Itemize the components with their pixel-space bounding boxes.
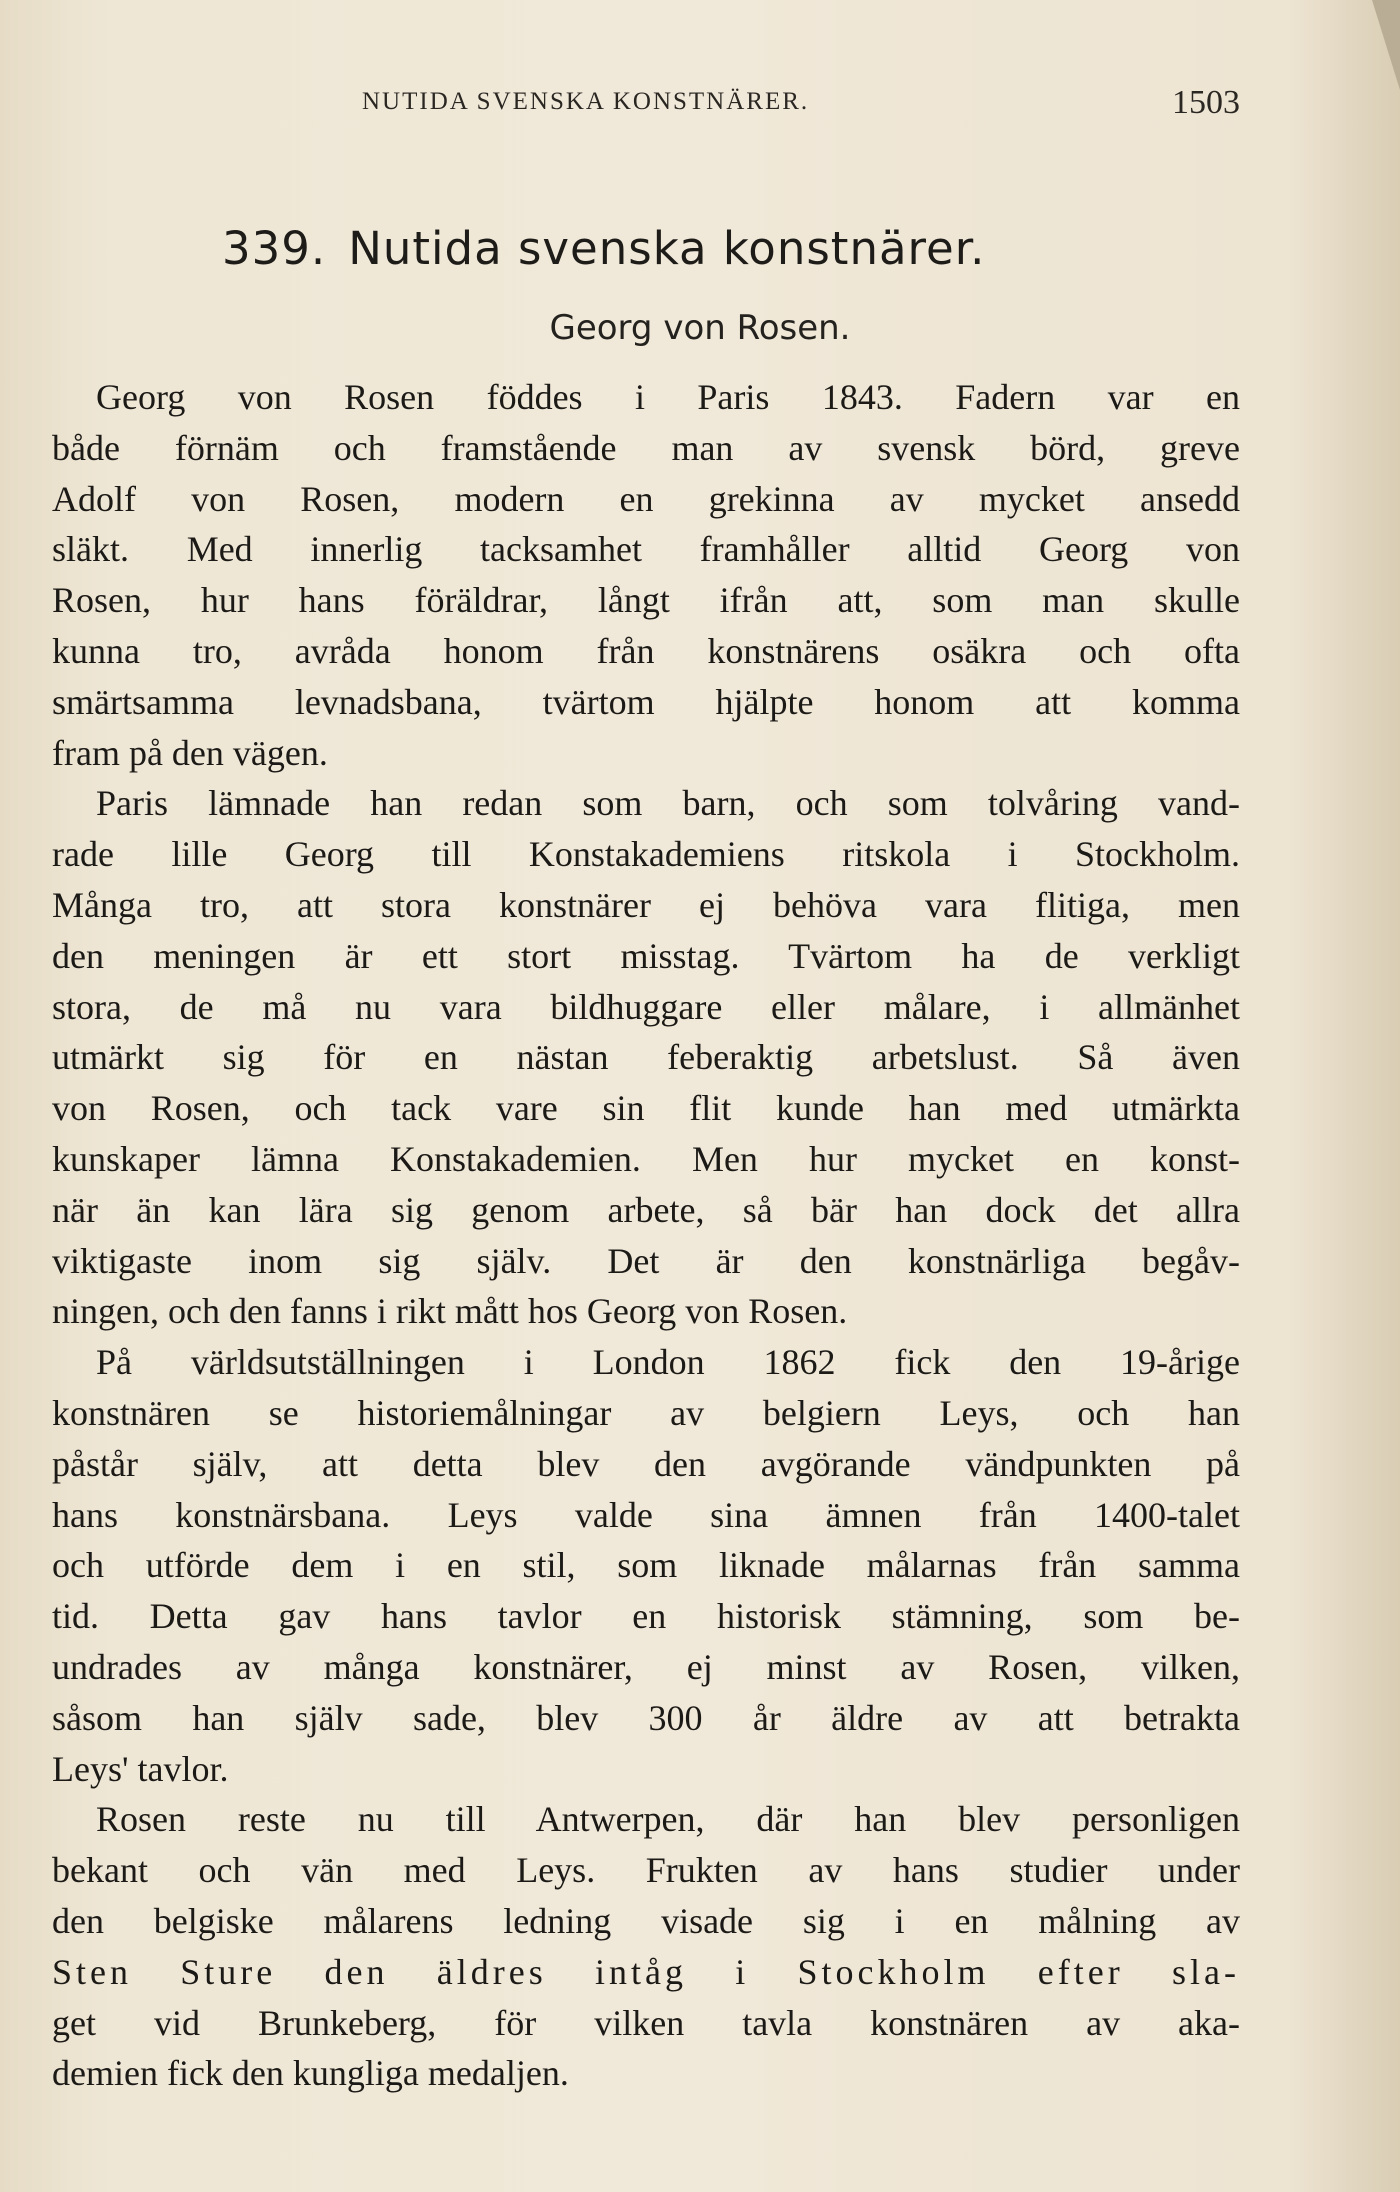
text-line: smärtsamma levnadsbana, tvärtom hjälpte honom att komma xyxy=(52,681,1240,722)
body-text xyxy=(52,372,1240,2099)
text-line: påstår själv, att detta blev den avgörande vändpunkten på xyxy=(52,1443,1240,1484)
text-line: demien fick den kungliga medaljen. xyxy=(52,2053,569,2094)
text-line: kunna tro, avråda honom från konstnärens osäkra och ofta xyxy=(52,630,1240,671)
text-line: såsom han själv sade, blev 300 år äldre av att betrakta xyxy=(52,1697,1240,1738)
page-number: 1503 xyxy=(1172,84,1240,121)
text-line: kunskaper lämna Konstakademien. Men hur mycket en konst- xyxy=(52,1138,1240,1179)
text-line: fram på den vägen. xyxy=(52,732,328,773)
paragraph-4 xyxy=(52,1794,1240,2099)
text-line: stora, de må nu vara bildhuggare eller målare, i allmänhet xyxy=(52,986,1240,1027)
chapter-number: 339. xyxy=(222,222,327,275)
text-line: när än kan lära sig genom arbete, så bär han dock det allra xyxy=(52,1189,1240,1230)
text-line: bekant och vän med Leys. Frukten av hans studier under xyxy=(52,1850,1240,1891)
text-line: tid. Detta gav hans tavlor en historisk stämning, som be- xyxy=(52,1596,1240,1637)
chapter-title: Nutida svenska konstnärer. xyxy=(348,222,986,275)
paragraph-2 xyxy=(52,778,1240,1337)
paragraph-1 xyxy=(52,372,1240,778)
chapter-heading xyxy=(222,222,985,275)
text-line: ningen, och den fanns i rikt mått hos Georg von Rosen. xyxy=(52,1291,848,1332)
page-corner-shadow xyxy=(1372,0,1400,90)
text-line: Leys' tavlor. xyxy=(52,1748,229,1789)
running-title: NUTIDA SVENSKA KONSTNÄRER. xyxy=(362,88,810,115)
text-line: Georg von Rosen föddes i Paris 1843. Fadern var en xyxy=(96,377,1240,417)
paragraph-3 xyxy=(52,1337,1240,1794)
text-line: Rosen reste nu till Antwerpen, där han blev personligen xyxy=(96,1799,1240,1840)
text-line: Paris lämnade han redan som barn, och som tolvåring vand- xyxy=(96,783,1240,824)
text-line: rade lille Georg till Konstakademiens ritskola i Stockholm. xyxy=(52,834,1240,875)
text-line: get vid Brunkeberg, för vilken tavla konstnären av aka- xyxy=(52,2002,1240,2043)
text-line: både förnäm och framstående man av svensk börd, greve xyxy=(52,427,1240,468)
text-line: konstnären se historiemålningar av belgiern Leys, och han xyxy=(52,1392,1240,1433)
text-line: Sten Sture den äldres intåg i Stockholm efter sla- xyxy=(52,1951,1240,1992)
text-line: undrades av många konstnärer, ej minst av Rosen, vilken, xyxy=(52,1646,1240,1687)
text-line: släkt. Med innerlig tacksamhet framhåller alltid Georg von xyxy=(52,529,1240,570)
text-line: utmärkt sig för en nästan feberaktig arbetslust. Så även xyxy=(52,1037,1240,1078)
text-line: viktigaste inom sig själv. Det är den konstnärliga begåv- xyxy=(52,1240,1240,1281)
text-line: den belgiske målarens ledning visade sig i en målning av xyxy=(52,1900,1240,1941)
chapter-subtitle: Georg von Rosen. xyxy=(549,308,851,348)
text-line: Rosen, hur hans föräldrar, långt ifrån att, som man skulle xyxy=(52,580,1240,621)
text-line: Många tro, att stora konstnärer ej behöva vara flitiga, men xyxy=(52,884,1240,925)
text-line: och utförde dem i en stil, som liknade målarnas från samma xyxy=(52,1545,1240,1586)
text-line: den meningen är ett stort misstag. Tvärtom ha de verkligt xyxy=(52,935,1240,976)
text-line: hans konstnärsbana. Leys valde sina ämnen från 1400-talet xyxy=(52,1494,1240,1535)
running-header xyxy=(52,84,1240,130)
text-line: På världsutställningen i London 1862 fick den 19-årige xyxy=(96,1342,1240,1383)
text-line: von Rosen, och tack vare sin flit kunde han med utmärkta xyxy=(52,1088,1240,1129)
text-line: Adolf von Rosen, modern en grekinna av mycket ansedd xyxy=(52,478,1240,519)
